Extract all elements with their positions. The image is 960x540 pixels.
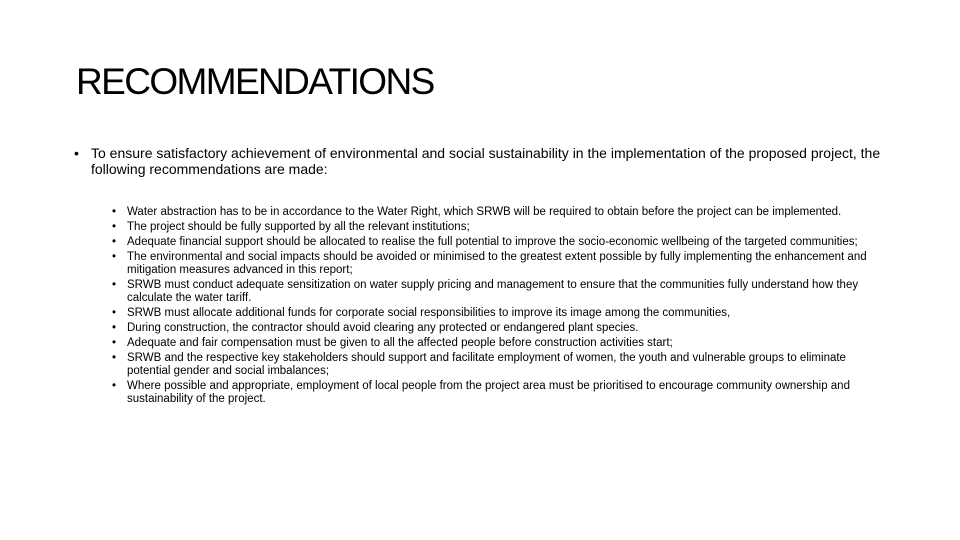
bullet-icon: • bbox=[112, 307, 117, 319]
bullet-icon: • bbox=[112, 337, 117, 349]
recommendation-text: SRWB must allocate additional funds for corporate social responsibilities to improve its image among the communities, bbox=[127, 307, 731, 319]
recommendation-text: The environmental and social impacts should be avoided or minimised to the greatest extent possible by fully implementing the enhancement and mitigation measures advanced in this report; bbox=[127, 251, 867, 276]
list-item bbox=[112, 322, 888, 335]
recommendation-text: Where possible and appropriate, employment of local people from the project area must be prioritised to encourage community ownership and sustainability of the project. bbox=[127, 380, 850, 405]
bullet-icon: • bbox=[112, 236, 117, 248]
bullet-icon: • bbox=[112, 380, 117, 392]
list-item bbox=[112, 221, 888, 234]
list-item bbox=[112, 307, 888, 320]
list-item bbox=[112, 251, 888, 277]
list-item bbox=[112, 337, 888, 350]
list-item bbox=[112, 352, 888, 378]
recommendation-text: Adequate and fair compensation must be given to all the affected people before construction activities start; bbox=[127, 337, 673, 349]
list-item bbox=[112, 380, 888, 406]
bullet-icon: • bbox=[112, 279, 117, 291]
recommendation-text: Adequate financial support should be allocated to realise the full potential to improve the socio-economic wellbeing of the targeted communities; bbox=[127, 236, 858, 248]
recommendation-text: During construction, the contractor should avoid clearing any protected or endangered plant species. bbox=[127, 322, 639, 334]
recommendation-text: Water abstraction has to be in accordance to the Water Right, which SRWB will be required to obtain before the project can be implemented. bbox=[127, 206, 842, 218]
list-item bbox=[112, 206, 888, 219]
recommendation-text: The project should be fully supported by all the relevant institutions; bbox=[127, 221, 470, 233]
slide-title: RECOMMENDATIONS bbox=[76, 61, 434, 102]
bullet-icon: • bbox=[74, 145, 79, 161]
recommendation-text: SRWB and the respective key stakeholders should support and facilitate employment of women, the youth and vulnerable groups to eliminate potential gender and social imbalances; bbox=[127, 352, 846, 377]
intro-text: To ensure satisfactory achievement of environmental and social sustainability in the implementation of the proposed project, the following recommendations are made: bbox=[91, 145, 881, 177]
recommendations-list bbox=[112, 206, 888, 408]
bullet-icon: • bbox=[112, 352, 117, 364]
bullet-icon: • bbox=[112, 221, 117, 233]
bullet-icon: • bbox=[112, 322, 117, 334]
bullet-icon: • bbox=[112, 251, 117, 263]
list-item bbox=[112, 236, 888, 249]
intro-bullet bbox=[74, 145, 884, 177]
recommendation-text: SRWB must conduct adequate sensitization on water supply pricing and management to ensure that the communities fully understand how they calculate the water tariff. bbox=[127, 279, 859, 304]
list-item bbox=[112, 279, 888, 305]
bullet-icon: • bbox=[112, 206, 117, 218]
